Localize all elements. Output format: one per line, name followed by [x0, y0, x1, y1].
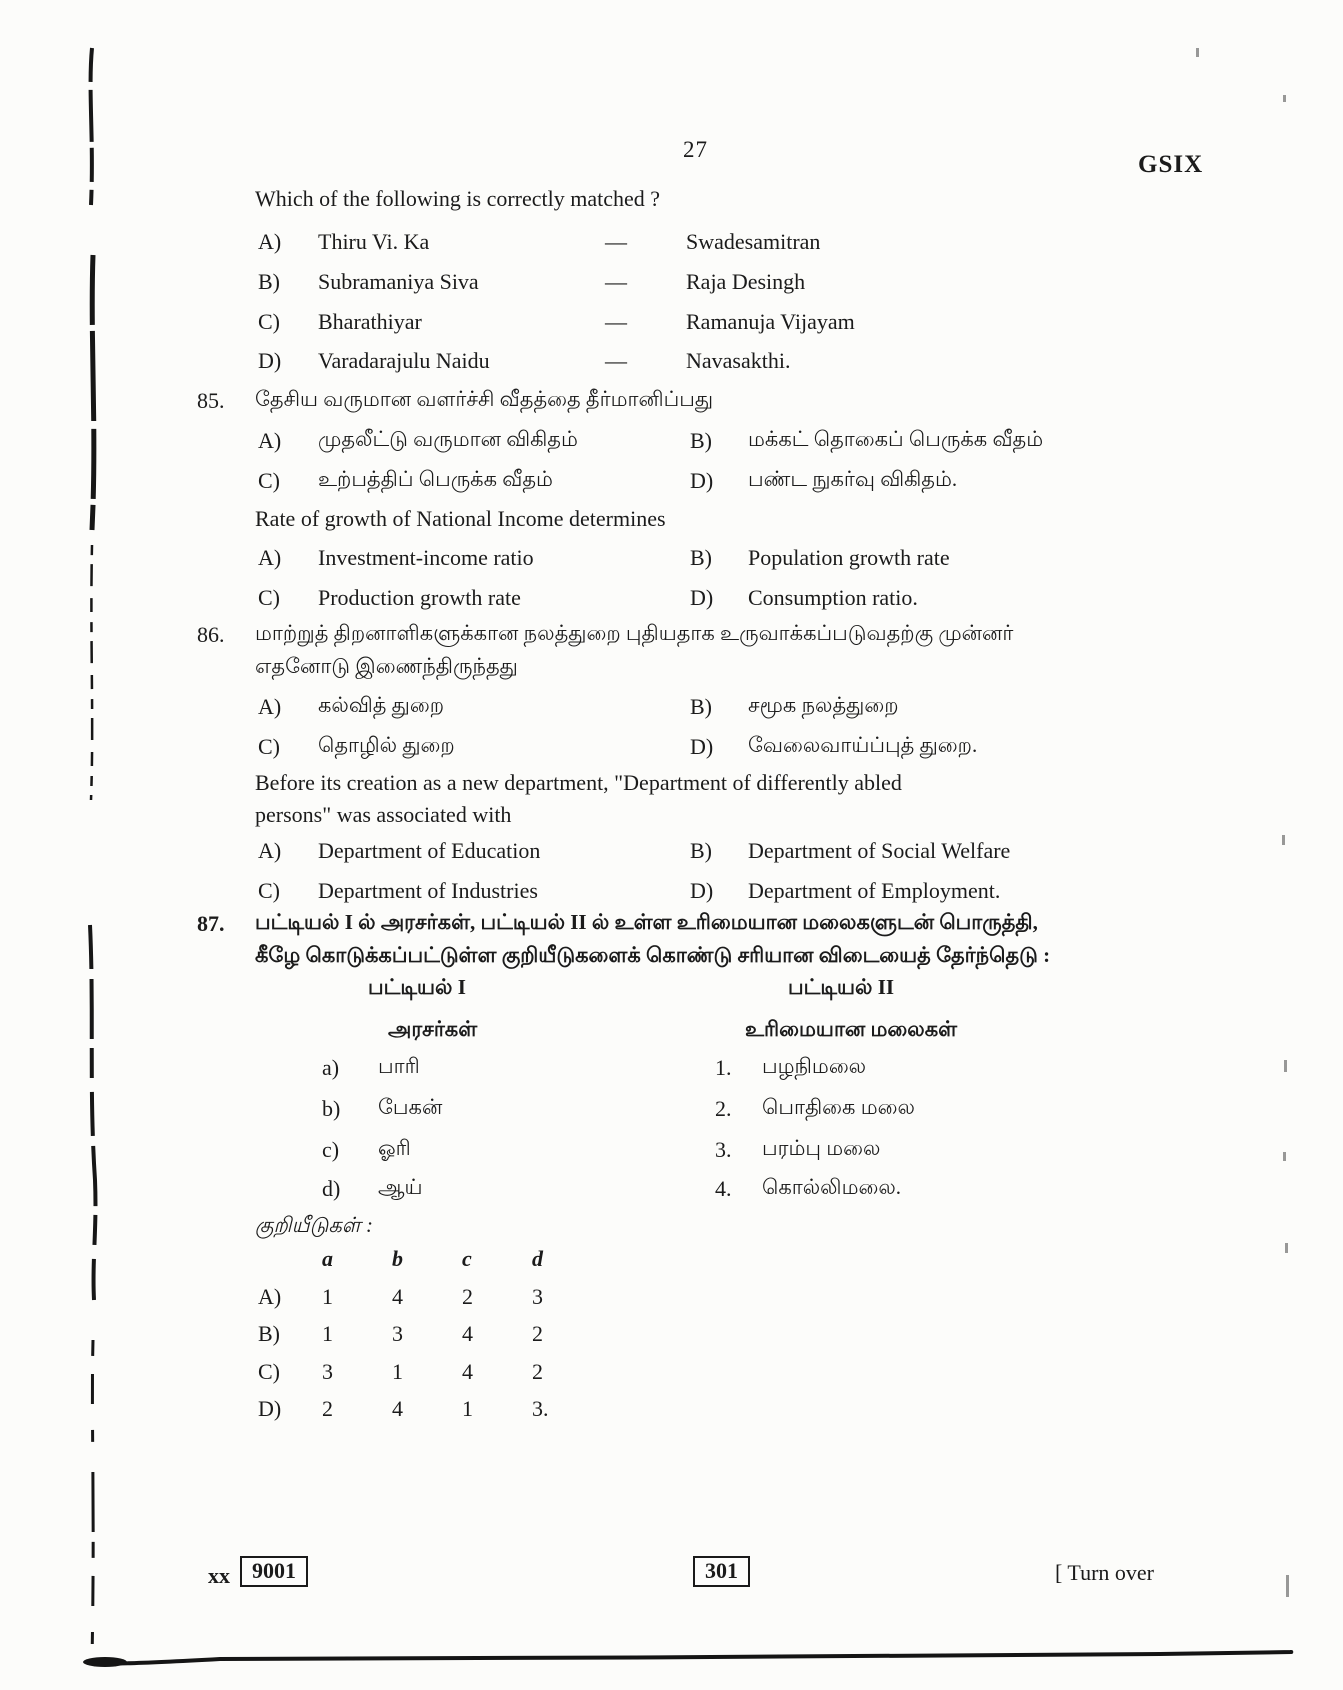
q86-tamil-question-line1: மாற்றுத் திறனாளிகளுக்கான நலத்துறை புதியதாக உருவாக்கப்படுவதற்கு முன்னர் [255, 621, 1014, 645]
q87-code-row-a-v4: 3 [532, 1284, 543, 1309]
match-option-d-label: D) [258, 348, 282, 373]
q87-code-row-d-v4: 3. [532, 1396, 549, 1421]
q85-tamil-question: தேசிய வருமான வளர்ச்சி வீதத்தை தீர்மானிப்பது [255, 387, 714, 411]
q87-code-row-b-v4: 2 [532, 1321, 543, 1346]
q87-code-row-c-v2: 1 [392, 1359, 403, 1384]
q87-list2-item-3-text: பரம்பு மலை [762, 1136, 881, 1160]
match-option-b-left: Subramaniya Siva [318, 269, 479, 294]
match-dash: — [605, 229, 627, 254]
q87-list2-item-2-label: 2. [715, 1096, 732, 1121]
q87-list1-item-a-text: பாரி [378, 1054, 420, 1078]
q87-code-row-c-v3: 4 [462, 1359, 473, 1384]
q87-code-row-a-v2: 4 [392, 1284, 403, 1309]
q86-ta-option-c-label: C) [258, 734, 280, 759]
q87-list1-item-d-text: ஆய் [378, 1175, 423, 1199]
q87-code-row-a-label: A) [258, 1284, 282, 1309]
q86-number: 86. [197, 622, 225, 647]
paper-code: GSIX [1138, 151, 1204, 178]
match-option-b-label: B) [258, 269, 280, 294]
q86-en-option-b-label: B) [690, 838, 712, 863]
q87-code-header-a: a [322, 1246, 333, 1271]
match-option-c-right: Ramanuja Vijayam [686, 309, 855, 334]
match-option-d-right: Navasakthi. [686, 348, 791, 373]
q86-ta-option-a-label: A) [258, 694, 282, 719]
q87-list2-subheader: உரிமையான மலைகள் [745, 1017, 958, 1041]
match-option-d-left: Varadarajulu Naidu [318, 348, 490, 373]
q87-list2-item-4-label: 4. [715, 1176, 732, 1201]
q86-en-option-a-label: A) [258, 838, 282, 863]
footer-booklet-code: 9001 [240, 1556, 308, 1587]
q87-code-row-a-v1: 1 [322, 1284, 333, 1309]
q87-code-row-b-v1: 1 [322, 1321, 333, 1346]
q87-list2-item-3-label: 3. [715, 1137, 732, 1162]
q87-list1-item-d-label: d) [322, 1176, 341, 1201]
match-option-a-right: Swadesamitran [686, 229, 821, 254]
scan-speck [1284, 1060, 1287, 1072]
q86-en-option-d-label: D) [690, 878, 714, 903]
q85-ta-option-b-text: மக்கட் தொகைப் பெருக்க வீதம் [748, 427, 1044, 451]
q86-ta-option-d-text: வேலைவாய்ப்புத் துறை. [748, 733, 978, 757]
q86-en-option-b-text: Department of Social Welfare [748, 838, 1011, 863]
match-dash: — [605, 269, 627, 294]
left-binding-mark [70, 0, 110, 1690]
q85-ta-option-b-label: B) [690, 428, 712, 453]
scan-speck [1283, 1152, 1286, 1161]
q87-code-row-d-v2: 4 [392, 1396, 403, 1421]
q86-en-option-c-text: Department of Industries [318, 878, 538, 903]
q87-list2-item-2-text: பொதிகை மலை [762, 1095, 915, 1119]
q87-list2-item-1-text: பழநிமலை [762, 1054, 867, 1078]
q87-list2-header: பட்டியல் II [788, 975, 895, 999]
q86-tamil-question-line2: எதனோடு இணைந்திருந்தது [255, 654, 518, 678]
q87-list1-item-c-text: ஓரி [378, 1136, 411, 1160]
q85-en-option-c-label: C) [258, 585, 280, 610]
q85-english-question: Rate of growth of National Income determines [255, 506, 666, 531]
scan-speck [1283, 95, 1286, 102]
q87-code-header-b: b [392, 1246, 403, 1271]
q87-code-header-d: d [532, 1246, 543, 1271]
q87-code-row-c-label: C) [258, 1359, 280, 1384]
footer-booklet-code-box [240, 1556, 308, 1587]
q85-en-option-a-label: A) [258, 545, 282, 570]
q85-en-option-b-label: B) [690, 545, 712, 570]
q86-ta-option-a-text: கல்வித் துறை [318, 693, 445, 717]
match-option-a-label: A) [258, 229, 282, 254]
q87-list2-item-4-text: கொல்லிமலை. [762, 1175, 902, 1199]
q87-list1-subheader: அரசர்கள் [388, 1017, 478, 1041]
q86-ta-option-c-text: தொழில் துறை [318, 733, 455, 757]
q87-number: 87. [197, 911, 225, 936]
match-option-c-label: C) [258, 309, 280, 334]
q85-en-option-d-label: D) [690, 585, 714, 610]
q87-code-row-c-v4: 2 [532, 1359, 543, 1384]
q86-ta-option-b-label: B) [690, 694, 712, 719]
q86-ta-option-d-label: D) [690, 734, 714, 759]
footer-turn-over: [ Turn over [1055, 1560, 1155, 1585]
q85-en-option-b-text: Population growth rate [748, 545, 950, 570]
match-option-b-right: Raja Desingh [686, 269, 806, 294]
q87-code-row-a-v3: 2 [462, 1284, 473, 1309]
q85-ta-option-a-text: முதலீட்டு வருமான விகிதம் [318, 427, 578, 451]
match-dash: — [605, 309, 627, 334]
q85-en-option-d-text: Consumption ratio. [748, 585, 918, 610]
q87-list1-header: பட்டியல் I [368, 975, 466, 999]
q85-en-option-c-text: Production growth rate [318, 585, 521, 610]
page-number: 27 [683, 137, 708, 162]
q87-tamil-question-line1: பட்டியல் I ல் அரசர்கள், பட்டியல் II ல் உள்ள உரிமையான மலைகளுடன் பொருத்தி, [255, 910, 1038, 934]
footer-prefix: xx [208, 1563, 230, 1588]
match-question-text: Which of the following is correctly matched ? [255, 186, 661, 211]
q85-ta-option-c-text: உற்பத்திப் பெருக்க வீதம் [318, 467, 553, 491]
q87-list1-item-a-label: a) [322, 1055, 340, 1080]
q87-code-row-b-label: B) [258, 1321, 280, 1346]
q87-code-row-c-v1: 3 [322, 1359, 333, 1384]
q87-list1-item-b-label: b) [322, 1096, 341, 1121]
footer-series-code: 301 [693, 1556, 750, 1587]
q85-ta-option-c-label: C) [258, 468, 280, 493]
q86-english-question-line1: Before its creation as a new department, "Department of differently abled [255, 770, 902, 795]
scan-speck [1282, 835, 1285, 845]
q87-tamil-question-line2: கீழே கொடுக்கப்பட்டுள்ள குறியீடுகளைக் கொண்டு சரியான விடையைத் தேர்ந்தெடு : [255, 943, 1051, 967]
q85-en-option-a-text: Investment-income ratio [318, 545, 534, 570]
q85-ta-option-d-text: பண்ட நுகர்வு விகிதம். [748, 467, 958, 491]
q85-number: 85. [197, 388, 225, 413]
q87-codes-label: குறியீடுகள் : [255, 1213, 373, 1237]
q87-code-row-b-v2: 3 [392, 1321, 403, 1346]
q86-en-option-d-text: Department of Employment. [748, 878, 1001, 903]
q87-list1-item-c-label: c) [322, 1137, 340, 1162]
q87-code-header-c: c [462, 1246, 472, 1271]
scan-speck [1196, 48, 1199, 57]
q86-en-option-c-label: C) [258, 878, 280, 903]
q87-code-row-d-v3: 1 [462, 1396, 473, 1421]
q87-code-row-d-label: D) [258, 1396, 282, 1421]
footer-series-code-box [693, 1556, 750, 1587]
q86-en-option-a-text: Department of Education [318, 838, 541, 863]
match-dash: — [605, 348, 627, 373]
q86-ta-option-b-text: சமூக நலத்துறை [748, 693, 899, 717]
q87-list1-item-b-text: பேகன் [378, 1095, 443, 1119]
scan-speck [1286, 1575, 1289, 1597]
bottom-page-edge [0, 1645, 1343, 1675]
q87-list2-item-1-label: 1. [715, 1055, 732, 1080]
q85-ta-option-d-label: D) [690, 468, 714, 493]
match-option-c-left: Bharathiyar [318, 309, 422, 334]
q85-ta-option-a-label: A) [258, 428, 282, 453]
q87-code-row-b-v3: 4 [462, 1321, 473, 1346]
match-option-a-left: Thiru Vi. Ka [318, 229, 430, 254]
q87-code-row-d-v1: 2 [322, 1396, 333, 1421]
q86-english-question-line2: persons" was associated with [255, 802, 512, 827]
scan-speck [1285, 1243, 1288, 1253]
